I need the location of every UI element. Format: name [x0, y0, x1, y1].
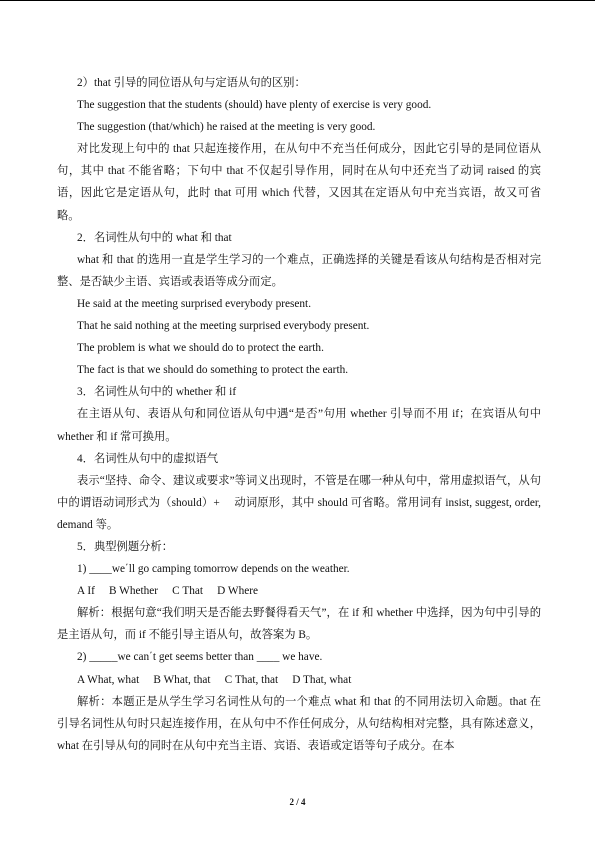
- paragraph-16: A If B Whether C That D Where: [77, 585, 259, 598]
- paragraph-9: The fact is that we should do something to protect the earth.: [77, 364, 349, 377]
- paragraph-7: That he said nothing at the meeting surprised everybody present.: [77, 320, 370, 333]
- paragraph-4: 2．名词性从句中的 what 和 that: [77, 231, 232, 244]
- paragraph-8: The problem is what we should do to protect the earth.: [77, 342, 324, 355]
- paragraph-13: 表示“坚持、命令、建议或要求”等词义出现时，不管是在哪一种从句中，常用虚拟语气，从句中的谓语动词形式为（should）+ 动词原形，其中 should 可省略。常用词有 insist, suggest, order, demand 等。: [57, 474, 541, 531]
- page-number: 2 / 4: [289, 797, 306, 807]
- top-border-line: [0, 0, 595, 1]
- paragraph-17: 解析：根据句意“我们明天是否能去野餐得看天气”，在 if 和 whether 中选择，因为句中引导的是主语从句，而 if 不能引导主语从句，故答案为 B。: [57, 607, 541, 642]
- paragraph-11: 在主语从句、表语从句和同位语从句中遇“是否”句用 whether 引导而不用 if；在宾语从句中 whether 和 if 常可换用。: [57, 408, 541, 443]
- paragraph-14: 5．典型例题分析：: [77, 540, 174, 553]
- paragraph-5: what 和 that 的选用一直是学生学习的一个难点，正确选择的关键是看该从句结构是否相对完整、是否缺少主语、宾语或表语等成分而定。: [57, 253, 541, 288]
- paragraph-1: The suggestion that the students (should) have plenty of exercise is very good.: [77, 99, 432, 112]
- paragraph-3: 对比发现上句中的 that 只起连接作用，在从句中不充当任何成分，因此它引导的是同位语从句，其中 that 不能省略；下句中 that 不仅起引导作用，同时在从句中还充当了动词 raised 的宾语，因此它是定语从句，此时 that 可用 which 代替，又因其在定语从句中充当宾语，故又可省略。: [57, 143, 541, 222]
- paragraph-19: A What, what B What, that C That, that D That, what: [77, 673, 352, 686]
- paragraph-2: The suggestion (that/which) he raised at the meeting is very good.: [77, 121, 376, 134]
- document-body: [57, 72, 541, 757]
- paragraph-6: He said at the meeting surprised everybody present.: [77, 297, 312, 310]
- paragraph-0: 2）that 引导的同位语从句与定语从句的区别：: [77, 77, 306, 89]
- paragraph-12: 4．名词性从句中的虚拟语气: [77, 452, 219, 465]
- paragraph-15: 1) ____we΄ll go camping tomorrow depends on the weather.: [77, 563, 350, 576]
- paragraph-10: 3．名词性从句中的 whether 和 if: [77, 386, 237, 399]
- paragraph-20: 解析：本题正是从学生学习名词性从句的一个难点 what 和 that 的不同用法切入命题。that 在引导名词性从句时只起连接作用，在从句中不作任何成分，从句结构相对完整，具有陈述意义，what 在引导从句的同时在从句中充当主语、宾语、表语或定语等句子成分。在本: [57, 695, 541, 752]
- paragraph-18: 2) _____we can΄t get seems better than ____ we have.: [77, 651, 323, 664]
